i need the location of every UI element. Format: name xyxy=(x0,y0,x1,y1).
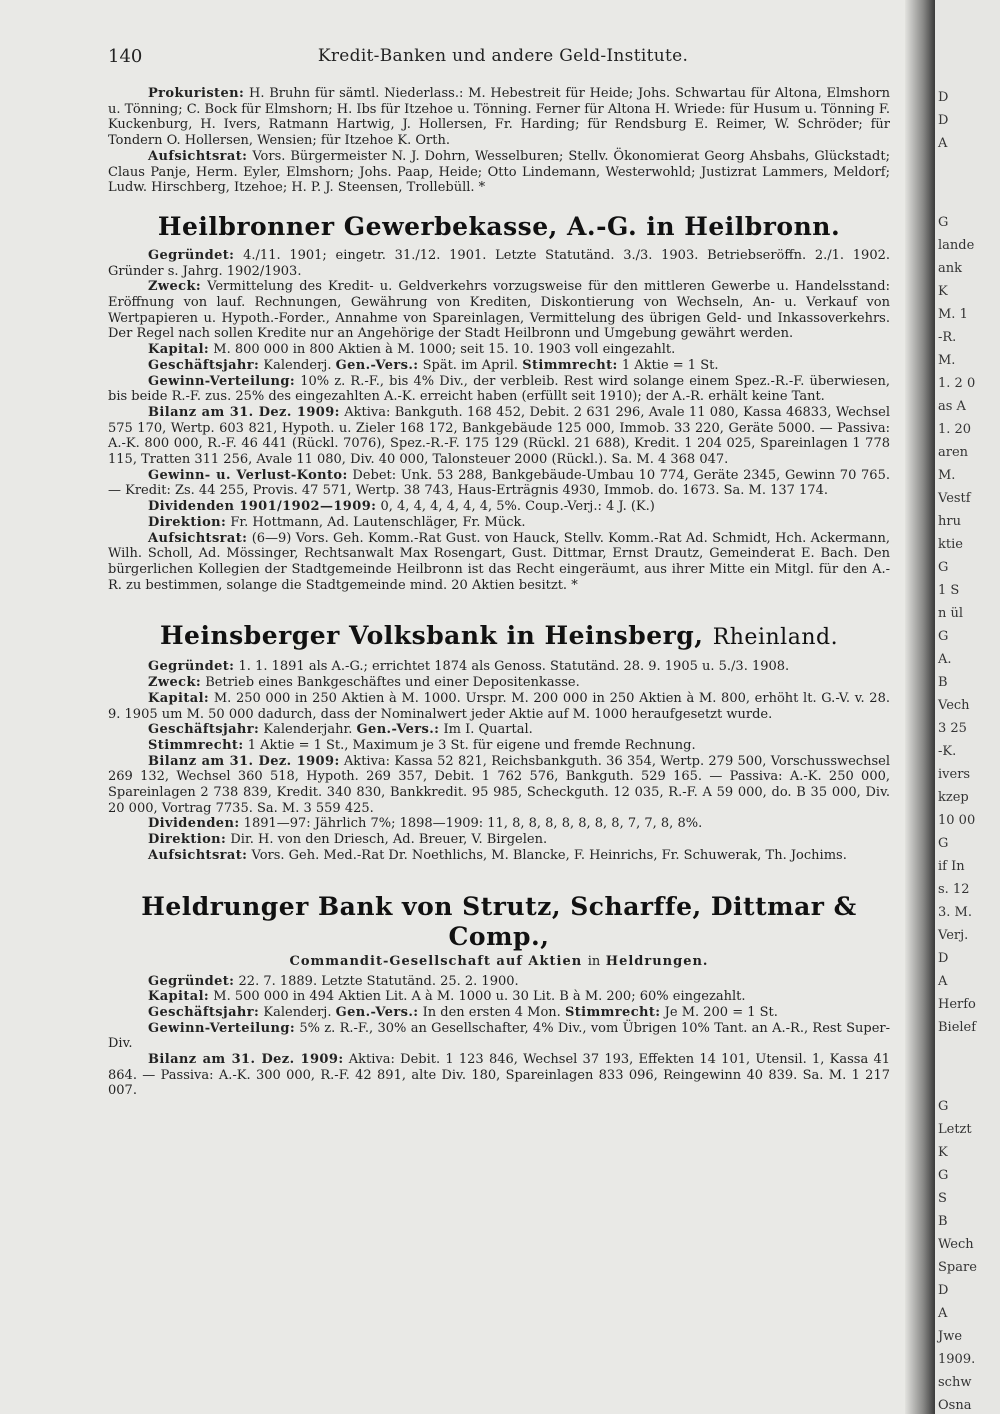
adjacent-page-fragment: B xyxy=(938,1214,948,1229)
dividenden-label: Dividenden: xyxy=(148,816,240,832)
aufsichtsrat-label: Aufsichtsrat: xyxy=(148,530,248,546)
aufsichtsrat-label: Aufsichtsrat: xyxy=(148,847,248,863)
aufsichtsrat-text: Vors. Geh. Med.-Rat Dr. Noethlichs, M. Blancke, F. Heinrichs, Fr. Schuwerak, Th. Jochims. xyxy=(251,847,847,863)
adjacent-page-fragment: Letzt xyxy=(938,1122,972,1137)
gegruendet-label: Gegründet: xyxy=(148,247,235,263)
adjacent-page-fragment: G xyxy=(938,215,949,230)
zweck-label: Zweck: xyxy=(148,279,202,295)
heading-region: Rheinland. xyxy=(712,625,839,651)
gegruendet-label: Gegründet: xyxy=(148,659,235,675)
stimmrecht-label: Stimmrecht: xyxy=(564,1004,661,1020)
adjacent-page-fragment: 1 S xyxy=(938,583,960,598)
adjacent-page-fragment: if In xyxy=(938,859,965,874)
kapital-text: M. 500 000 in 494 Aktien Lit. A à M. 1000 u. 30 Lit. B à M. 200; 60% eingezahlt. xyxy=(213,989,746,1005)
adjacent-page-fragment: Verj. xyxy=(938,928,969,943)
prokuristen-label: Prokuristen: xyxy=(148,86,245,101)
adjacent-page-fragment: 3. M. xyxy=(938,905,972,920)
stimmrecht-text: Je M. 200 = 1 St. xyxy=(664,1004,778,1020)
entry-heading xyxy=(108,621,890,653)
adjacent-page-fragment: G xyxy=(938,836,949,851)
adjacent-page-fragment: G xyxy=(938,560,949,575)
bilanz-label: Bilanz am 31. Dez. 1909: xyxy=(148,753,340,769)
gen-vers-text: Im I. Quartal. xyxy=(443,722,533,738)
gewinn-verteilung-label: Gewinn-Verteilung: xyxy=(148,373,296,389)
gewinn-verteilung-text: 5% z. R.-F., 30% an Gesellschafter, 4% Div., vom Übrigen 10% Tant. an A.-R., Rest Super-Div. xyxy=(108,1020,890,1052)
kapital-text: M. 250 000 in 250 Aktien à M. 1000. Urspr. M. 200 000 in 250 Aktien à M. 800, erhöht lt. G.-V. v. 28. 9. 1905 um M. 50 000 dadurch, dass der Nominalwert jeder Aktie auf M. 1000 heraufgesetzt wurde. xyxy=(108,690,890,722)
adjacent-page-fragment: A. xyxy=(938,652,952,667)
bilanz-text: Aktiva: Kassa 52 821, Reichsbankguth. 36 354, Wertp. 279 500, Vorschusswechsel 269 132, Wechsel 360 518, Hypoth. 269 357, Debit. 1 762 576, Bankguth. 529 165. — Passiva: A.-K. 250 000, Spareinlagen 2 738 839, Kredit. 340 830, Bankkredit. 95 985, Scheckguth. 12 035, R.-F. A 59 000, do. B 35 000, Div. 20 000, Vortrag 7735. Sa. M. 3 559 425. xyxy=(108,753,890,816)
adjacent-page-fragment: Jwe xyxy=(938,1329,963,1344)
gen-vers-text: In den ersten 4 Mon. xyxy=(422,1004,561,1020)
adjacent-page-fragment: n ül xyxy=(938,606,964,621)
adjacent-page-fragment: A xyxy=(938,974,948,989)
direktion-text: Dir. H. von den Driesch, Ad. Breuer, V. Birgelen. xyxy=(230,832,548,848)
adjacent-page-fragment: G xyxy=(938,629,949,644)
adjacent-page-fragment: s. 12 xyxy=(938,882,970,897)
stimmrecht-label: Stimmrecht: xyxy=(148,737,244,753)
stimmrecht-text: 1 Aktie = 1 St. xyxy=(621,357,719,373)
entry-heinsberg xyxy=(108,659,890,863)
adjacent-page-fragment: B xyxy=(938,675,948,690)
adjacent-page-edge xyxy=(935,0,1000,1414)
kapital-text: M. 800 000 in 800 Aktien à M. 1000; seit 15. 10. 1903 voll eingezahlt. xyxy=(213,342,676,358)
geschaeftsjahr-text: Kalenderj. xyxy=(263,1004,332,1020)
dividenden-label: Dividenden 1901/1902—1909: xyxy=(148,499,377,515)
adjacent-page-fragment: -R. xyxy=(938,330,957,345)
gen-vers-label: Gen.-Vers.: xyxy=(335,357,419,373)
direktion-label: Direktion: xyxy=(148,832,227,848)
adjacent-page-fragment: 3 25 xyxy=(938,721,967,736)
adjacent-page-fragment: -K. xyxy=(938,744,957,759)
adjacent-page-fragment: schw xyxy=(938,1375,972,1390)
previous-entry xyxy=(108,86,890,196)
adjacent-page-fragment: D xyxy=(938,113,949,128)
gegruendet-text: 1. 1. 1891 als A.-G.; errichtet 1874 als Genoss. Statutänd. 28. 9. 1905 u. 5./3. 1908. xyxy=(238,659,790,675)
adjacent-page-fragment: lande xyxy=(938,238,975,253)
geschaeftsjahr-text: Kalenderjahr. xyxy=(263,722,353,738)
adjacent-page-fragment: A xyxy=(938,136,948,151)
adjacent-page-fragment: ivers xyxy=(938,767,971,782)
adjacent-page-fragment: K xyxy=(938,284,948,299)
zweck-text: Betrieb eines Bankgeschäftes und einer Depositenkasse. xyxy=(205,675,580,691)
adjacent-page-fragment: S xyxy=(938,1191,947,1206)
dividenden-text: 0, 4, 4, 4, 4, 4, 4, 5%. Coup.-Verj.: 4 J. (K.) xyxy=(380,499,655,515)
bilanz-label: Bilanz am 31. Dez. 1909: xyxy=(148,404,340,420)
gegruendet-text: 22. 7. 1889. Letzte Statutänd. 25. 2. 1900. xyxy=(238,973,519,989)
geschaeftsjahr-text: Kalenderj. xyxy=(263,357,332,373)
zweck-text: Vermittelung des Kredit- u. Geldverkehrs vorzugsweise für den mittleren Gewerbe u. Handelsstand: Eröffnung von lauf. Rechnungen, Gewährung von Krediten, Diskontierung von Wechseln, An- u. Verkauf von Wertpapieren u. Hypoth.-Forder., Annahme von Spareinlagen, Vermittelung des übrigen Geld- und Inkassoverkehrs. Der Regel nach sollen Kredite nur an Angehörige der Stadt Heilbronn und Umgebung gewährt werden. xyxy=(108,279,890,342)
adjacent-page-fragment: Vestf xyxy=(938,491,971,506)
gewinn-verteilung-label: Gewinn-Verteilung: xyxy=(148,1020,296,1036)
adjacent-page-fragment: G xyxy=(938,1099,949,1114)
adjacent-page-fragment: Herfo xyxy=(938,997,976,1012)
adjacent-page-fragment: Spare xyxy=(938,1260,977,1275)
guv-text: Debet: Unk. 53 288, Bankgebäude-Umbau 10 774, Geräte 2345, Gewinn 70 765. — Kredit: Zs. 44 255, Provis. 47 571, Wertp. 38 743, Haus-Erträgnis 4930, Immob. do. 1673. Sa. M. 137 174. xyxy=(108,467,890,499)
adjacent-page-fragment: D xyxy=(938,951,949,966)
zweck-label: Zweck: xyxy=(148,675,202,691)
adjacent-page-fragment: Vech xyxy=(938,698,970,713)
aufsichtsrat-label: Aufsichtsrat: xyxy=(148,148,248,164)
adjacent-page-fragment: as A xyxy=(938,399,966,414)
adjacent-page-fragment: kzep xyxy=(938,790,969,805)
aufsichtsrat-text: (6—9) Vors. Geh. Komm.-Rat Gust. von Hauck, Stellv. Komm.-Rat Ad. Schmidt, Hch. Ackermann, Wilh. Scholl, Ad. Mössinger, Rechtsanwalt Max Rosengart, Gust. Dittmar, Ernst Drautz, Gemeinderat E. Bach. Den bürgerlichen Kollegien der Stadtgemeinde Heilbronn ist das Recht eingeräumt, aus ihrer Mitte ein Mitgl. für den A.-R. zu bestimmen, solange die Stadtgemeinde mind. 20 Aktien besitzt. * xyxy=(108,530,890,593)
bilanz-text: Aktiva: Debit. 1 123 846, Wechsel 37 193, Effekten 14 101, Utensil. 1, Kassa 41 864. — Passiva: A.-K. 300 000, R.-F. 42 891, alte Div. 180, Spareinlagen 833 096, Reingewinn 40 839. Sa. M. 1 217 007. xyxy=(108,1052,890,1099)
stimmrecht-text: 1 Aktie = 1 St., Maximum je 3 St. für eigene und fremde Rechnung. xyxy=(247,737,696,753)
entry-subheading xyxy=(108,954,890,970)
adjacent-page-fragment: 1. 2 0 xyxy=(938,376,976,391)
adjacent-page-fragment: M. xyxy=(938,353,956,368)
gen-vers-text: Spät. im April. xyxy=(422,357,519,373)
adjacent-page-fragment: K xyxy=(938,1145,948,1160)
gewinn-verteilung-text: 10% z. R.-F., bis 4% Div., der verbleib. Rest wird solange einem Spez.-R.-F. überwiesen, bis beide R.-F. zus. 25% des eingezahlten A.-K. erreicht haben (erfüllt seit 1910); der A.-R. erhält keine Tant. xyxy=(108,373,891,405)
adjacent-page-fragment: A xyxy=(938,1306,948,1321)
adjacent-page-fragment: G xyxy=(938,1168,949,1183)
adjacent-page-fragment: 10 00 xyxy=(938,813,976,828)
subheading-place: Heldrungen. xyxy=(605,953,709,969)
adjacent-page-fragment: 1. 20 xyxy=(938,422,972,437)
adjacent-page-fragment: aren xyxy=(938,445,969,460)
page-header xyxy=(108,46,898,70)
kapital-label: Kapital: xyxy=(148,989,210,1005)
adjacent-page-fragment: Osna xyxy=(938,1398,972,1413)
aufsichtsrat-text: Vors. Bürgermeister N. J. Dohrn, Wesselburen; Stellv. Ökonomierat Georg Ahsbahs, Glückstadt; Claus Panje, Herm. Eyler, Elmshorn; Johs. Paap, Heide; Otto Lindemann, Westerwohld; Justizrat Lammers, Meldorf; Ludw. Hirschberg, Itzehoe; H. P. J. Steensen, Trollebüll. * xyxy=(108,148,890,196)
gegruendet-text: 4./11. 1901; eingetr. 31./12. 1901. Letzte Statutänd. 3./3. 1903. Betriebseröffn. 2./1. 1902. Gründer s. Jahrg. 1902/1903. xyxy=(108,247,890,279)
running-title: Kredit-Banken und andere Geld-Institute. xyxy=(317,46,689,66)
guv-label: Gewinn- u. Verlust-Konto: xyxy=(148,467,348,483)
geschaeftsjahr-label: Geschäftsjahr: xyxy=(148,357,260,373)
kapital-label: Kapital: xyxy=(148,690,210,706)
geschaeftsjahr-label: Geschäftsjahr: xyxy=(148,1004,260,1020)
entry-heilbronn xyxy=(108,248,890,593)
text-column xyxy=(108,86,890,1099)
entry-heldrungen xyxy=(108,974,890,1100)
adjacent-page-fragment: ktie xyxy=(938,537,963,552)
gen-vers-label: Gen.-Vers.: xyxy=(335,1004,419,1020)
kapital-label: Kapital: xyxy=(148,342,210,358)
stimmrecht-label: Stimmrecht: xyxy=(522,357,618,373)
adjacent-page-fragment: Wech xyxy=(938,1237,974,1252)
entry-heading: Heilbronner Gewerbekasse, A.-G. in Heilbronn. xyxy=(157,211,841,241)
adjacent-page-fragment: D xyxy=(938,90,949,105)
dividenden-text: 1891—97: Jährlich 7%; 1898—1909: 11, 8, 8, 8, 8, 8, 8, 8, 7, 7, 8, 8%. xyxy=(243,816,703,832)
heading-main: Heinsberger Volksbank in Heinsberg, xyxy=(159,621,704,651)
adjacent-page-fragment: Bielef xyxy=(938,1020,977,1035)
gegruendet-label: Gegründet: xyxy=(148,973,235,989)
subheading-in: in xyxy=(587,953,601,969)
book-gutter xyxy=(905,0,935,1414)
adjacent-page-fragment: ank xyxy=(938,261,963,276)
prokuristen-text: H. Bruhn für sämtl. Niederlass.: M. Hebestreit für Heide; Johs. Schwartau für Altona, Elmshorn u. Tönning; C. Bock für Elmshorn; H. Ibs für Itzehoe u. Tönning. Ferner für Altona H. Wriede: für Husum u. Tönning F. Kuckenburg, H. Ivers, Ratmann Hartwig, J. Hollersen, Fr. Harding; für Rendsburg E. Reimer, W. Schröder; für Tondern O. Hollersen, Wensien; für Itzehoe K. Orth. xyxy=(108,86,890,149)
gen-vers-label: Gen.-Vers.: xyxy=(356,722,440,738)
adjacent-page-fragment: D xyxy=(938,1283,949,1298)
adjacent-page-fragment: M. xyxy=(938,468,956,483)
entry-heading: Heldrunger Bank von Strutz, Scharffe, Dittmar & Comp., xyxy=(141,891,857,951)
subheading-company-type: Commandit-Gesellschaft auf Aktien xyxy=(289,953,583,969)
adjacent-page-fragment: 1909. xyxy=(938,1352,976,1367)
adjacent-page-fragment: hru xyxy=(938,514,961,529)
direktion-label: Direktion: xyxy=(148,514,227,530)
direktion-text: Fr. Hottmann, Ad. Lautenschläger, Fr. Mück. xyxy=(230,514,526,530)
bilanz-label: Bilanz am 31. Dez. 1909: xyxy=(148,1052,344,1068)
page-number: 140 xyxy=(108,46,143,67)
adjacent-page-fragment: M. 1 xyxy=(938,307,968,322)
bilanz-text: Aktiva: Bankguth. 168 452, Debit. 2 631 296, Avale 11 080, Kassa 46833, Wechsel 575 170, Wertp. 603 821, Hypoth. u. Zieler 168 172, Bankgebäude 125 000, Immob. 33 220, Geräte 5000. — Passiva: A.-K. 800 000, R.-F. 46 441 (Rückl. 7076), Spez.-R.-F. 175 129 (Rückl. 21 688), Kredit. 1 204 025, Spareinlagen 1 778 115, Tratten 311 256, Avale 11 080, Div. 40 000, Talonsteuer 2000 (Rückl.). Sa. M. 4 368 047. xyxy=(108,404,890,468)
geschaeftsjahr-label: Geschäftsjahr: xyxy=(148,722,260,738)
